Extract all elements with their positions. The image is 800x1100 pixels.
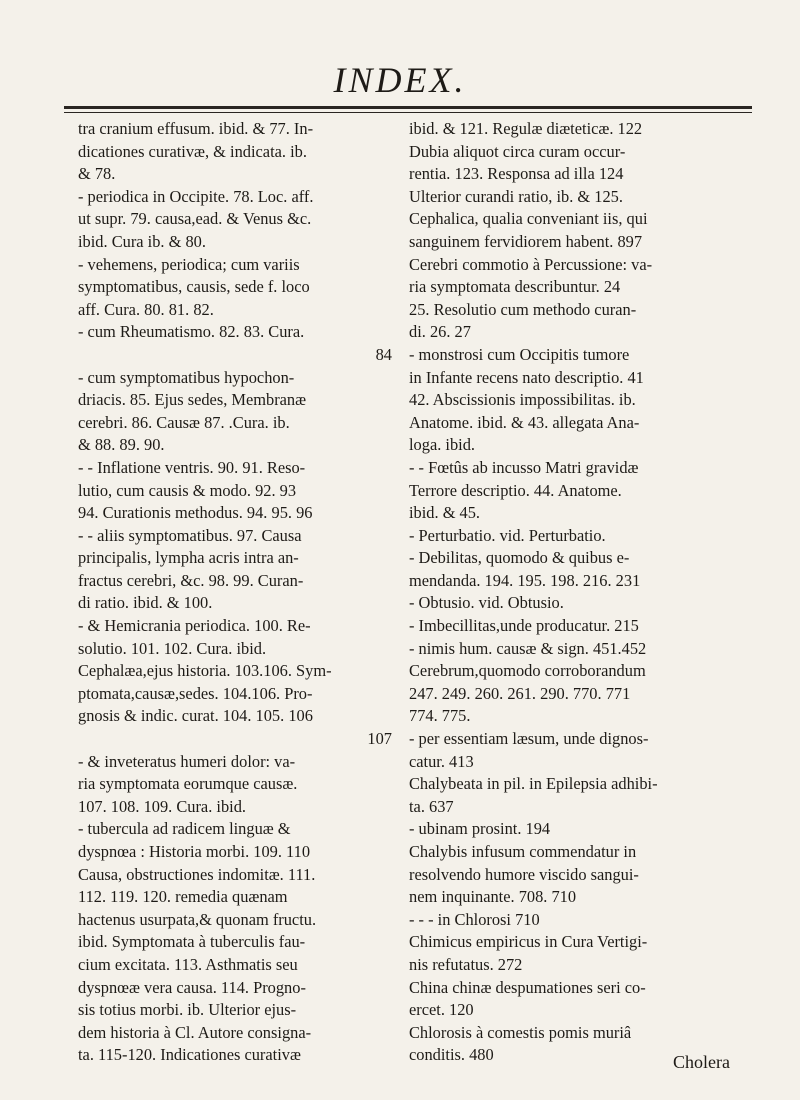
index-line: Cerebrum,quomodo corroborandum — [409, 661, 646, 681]
index-line: 107. 108. 109. Cura. ibid. — [78, 796, 246, 816]
index-line: di. 26. 27 — [409, 322, 471, 342]
index-line: 25. Resolutio cum methodo curan- — [409, 299, 637, 319]
index-line: Chalybis infusum commendatur in — [409, 842, 637, 861]
index-line: ibid. & 45. — [409, 503, 481, 523]
index-line: driacis. 85. Ejus sedes, Membranæ — [78, 390, 307, 410]
index-line: ibid. Cura ib. & 80. — [78, 231, 206, 251]
index-line: loga. ibid. — [409, 435, 476, 455]
index-line: Cerebri commotio à Percussione: va- — [409, 254, 653, 274]
index-line: - cum Rheumatismo. 82. 83. Cura. — [78, 322, 305, 342]
index-line: hactenus usurpata,& quonam fructu. — [78, 909, 317, 929]
index-line: dem historia à Cl. Autore consigna- — [78, 1022, 312, 1042]
index-line: catur. 413 — [409, 751, 474, 771]
index-line: principalis, lympha acris intra an- — [78, 548, 299, 568]
index-line: Chimicus empiricus in Cura Vertigi- — [409, 932, 648, 952]
index-line: Ulterior curandi ratio, ib. & 125. — [409, 186, 623, 206]
index-line: Causa, obstructiones indomitæ. 111. — [78, 864, 316, 884]
header-rule-thick — [64, 106, 752, 109]
index-line: 107 — [367, 729, 392, 749]
index-line: - ubinam prosint. 194 — [409, 819, 551, 839]
index-line: ria symptomata describuntur. 24 — [409, 277, 621, 297]
catchword: Cholera — [673, 1052, 730, 1072]
index-line: mendanda. 194. 195. 198. 216. 231 — [409, 570, 641, 590]
index-line: ibid. & 121. Regulæ diæteticæ. 122 — [409, 119, 643, 138]
index-line: - cum symptomatibus hypochon- — [78, 367, 295, 387]
index-line: - Obtusio. vid. Obtusio. — [409, 593, 564, 613]
index-line: cerebri. 86. Causæ 87. .Cura. ib. — [78, 412, 290, 432]
index-line: & 88. 89. 90. — [78, 435, 165, 455]
index-line: 247. 249. 260. 261. 290. 770. 771 — [409, 683, 631, 703]
index-line: China chinæ despumationes seri co- — [409, 977, 646, 997]
index-line: symptomatibus, causis, sede f. loco — [78, 277, 310, 297]
index-line: nem inquinante. 708. 710 — [409, 887, 577, 907]
index-line: ta. 637 — [409, 796, 454, 816]
index-line: resolvendo humore viscido sangui- — [409, 864, 639, 884]
index-line: - periodica in Occipite. 78. Loc. aff. — [78, 186, 314, 206]
left-column — [78, 118, 392, 1067]
index-line: in Infante recens nato descriptio. 41 — [409, 367, 644, 387]
index-line: 42. Abscissionis impossibilitas. ib. — [409, 390, 636, 410]
index-line: Anatome. ibid. & 43. allegata Ana- — [409, 412, 640, 432]
index-line: - & Hemicrania periodica. 100. Re- — [78, 616, 311, 636]
index-line: ut supr. 79. causa,ead. & Venus &c. — [78, 209, 312, 229]
index-line: ibid. Symptomata à tuberculis fau- — [78, 932, 306, 952]
index-line: cium excitata. 113. Asthmatis seu — [78, 954, 298, 974]
index-line: 774. 775. — [409, 706, 471, 726]
index-line: solutio. 101. 102. Cura. ibid. — [78, 638, 267, 658]
index-line: - Debilitas, quomodo & quibus e- — [409, 548, 630, 568]
index-line: conditis. 480 — [409, 1045, 494, 1065]
index-line: gnosis & indic. curat. 104. 105. 106 — [78, 706, 313, 726]
running-header: INDEX. — [333, 60, 467, 100]
index-line: - Perturbatio. vid. Perturbatio. — [409, 525, 606, 545]
index-line: - monstrosi cum Occipitis tumore — [409, 344, 630, 364]
index-line: Dubia aliquot circa curam occur- — [409, 141, 626, 161]
index-line: - tubercula ad radicem linguæ & — [78, 819, 291, 839]
index-line: - per essentiam læsum, unde dignos- — [409, 729, 649, 749]
index-line: tra cranium effusum. ibid. & 77. In- — [78, 119, 314, 138]
index-line: sis totius morbi. ib. Ulterior ejus- — [78, 1000, 297, 1020]
index-line: - vehemens, periodica; cum variis — [78, 254, 300, 274]
index-line: - Imbecillitas,unde producatur. 215 — [409, 616, 639, 636]
index-line: 94. Curationis methodus. 94. 95. 96 — [78, 503, 313, 523]
index-line: dicationes curativæ, & indicata. ib. — [78, 141, 307, 161]
index-line: & 78. — [78, 164, 116, 184]
header-rule-thin — [64, 112, 752, 113]
index-line: 84 — [375, 344, 392, 364]
index-line: - nimis hum. causæ & sign. 451.452 — [409, 638, 647, 658]
index-line: aff. Cura. 80. 81. 82. — [78, 299, 214, 319]
index-line: Cephalæa,ejus historia. 103.106. Sym- — [78, 661, 332, 681]
index-line: dyspnœæ vera causa. 114. Progno- — [78, 977, 306, 997]
index-line: ria symptomata eorumque causæ. — [78, 774, 298, 794]
right-column — [409, 118, 731, 1067]
index-line: rentia. 123. Responsa ad illa 124 — [409, 164, 624, 184]
index-line: - & inveteratus humeri dolor: va- — [78, 751, 296, 771]
index-line: ta. 115-120. Indicationes curativæ — [78, 1045, 301, 1065]
index-line: Cephalica, qualia conveniant iis, qui — [409, 209, 648, 229]
index-line: - - Inflatione ventris. 90. 91. Reso- — [78, 457, 306, 477]
index-line: Chlorosis à comestis pomis muriâ — [409, 1022, 632, 1042]
index-line: dyspnœa : Historia morbi. 109. 110 — [78, 842, 311, 861]
index-line: - - - in Chlorosi 710 — [409, 909, 540, 929]
index-line: sanguinem fervidiorem habent. 897 — [409, 231, 643, 251]
index-line: ptomata,causæ,sedes. 104.106. Pro- — [78, 683, 313, 703]
index-line: lutio, cum causis & modo. 92. 93 — [78, 480, 297, 500]
index-line: Chalybeata in pil. in Epilepsia adhibi- — [409, 774, 658, 794]
index-line: Terrore descriptio. 44. Anatome. — [409, 480, 622, 500]
index-line: nis refutatus. 272 — [409, 954, 523, 974]
index-line: fractus cerebri, &c. 98. 99. Curan- — [78, 570, 304, 590]
index-line: ercet. 120 — [409, 1000, 474, 1020]
index-line: - - aliis symptomatibus. 97. Causa — [78, 525, 302, 545]
index-line: - - Fœtûs ab incusso Matri gravidæ — [409, 457, 639, 477]
index-line: 112. 119. 120. remedia quænam — [78, 887, 288, 907]
index-line: di ratio. ibid. & 100. — [78, 593, 213, 613]
